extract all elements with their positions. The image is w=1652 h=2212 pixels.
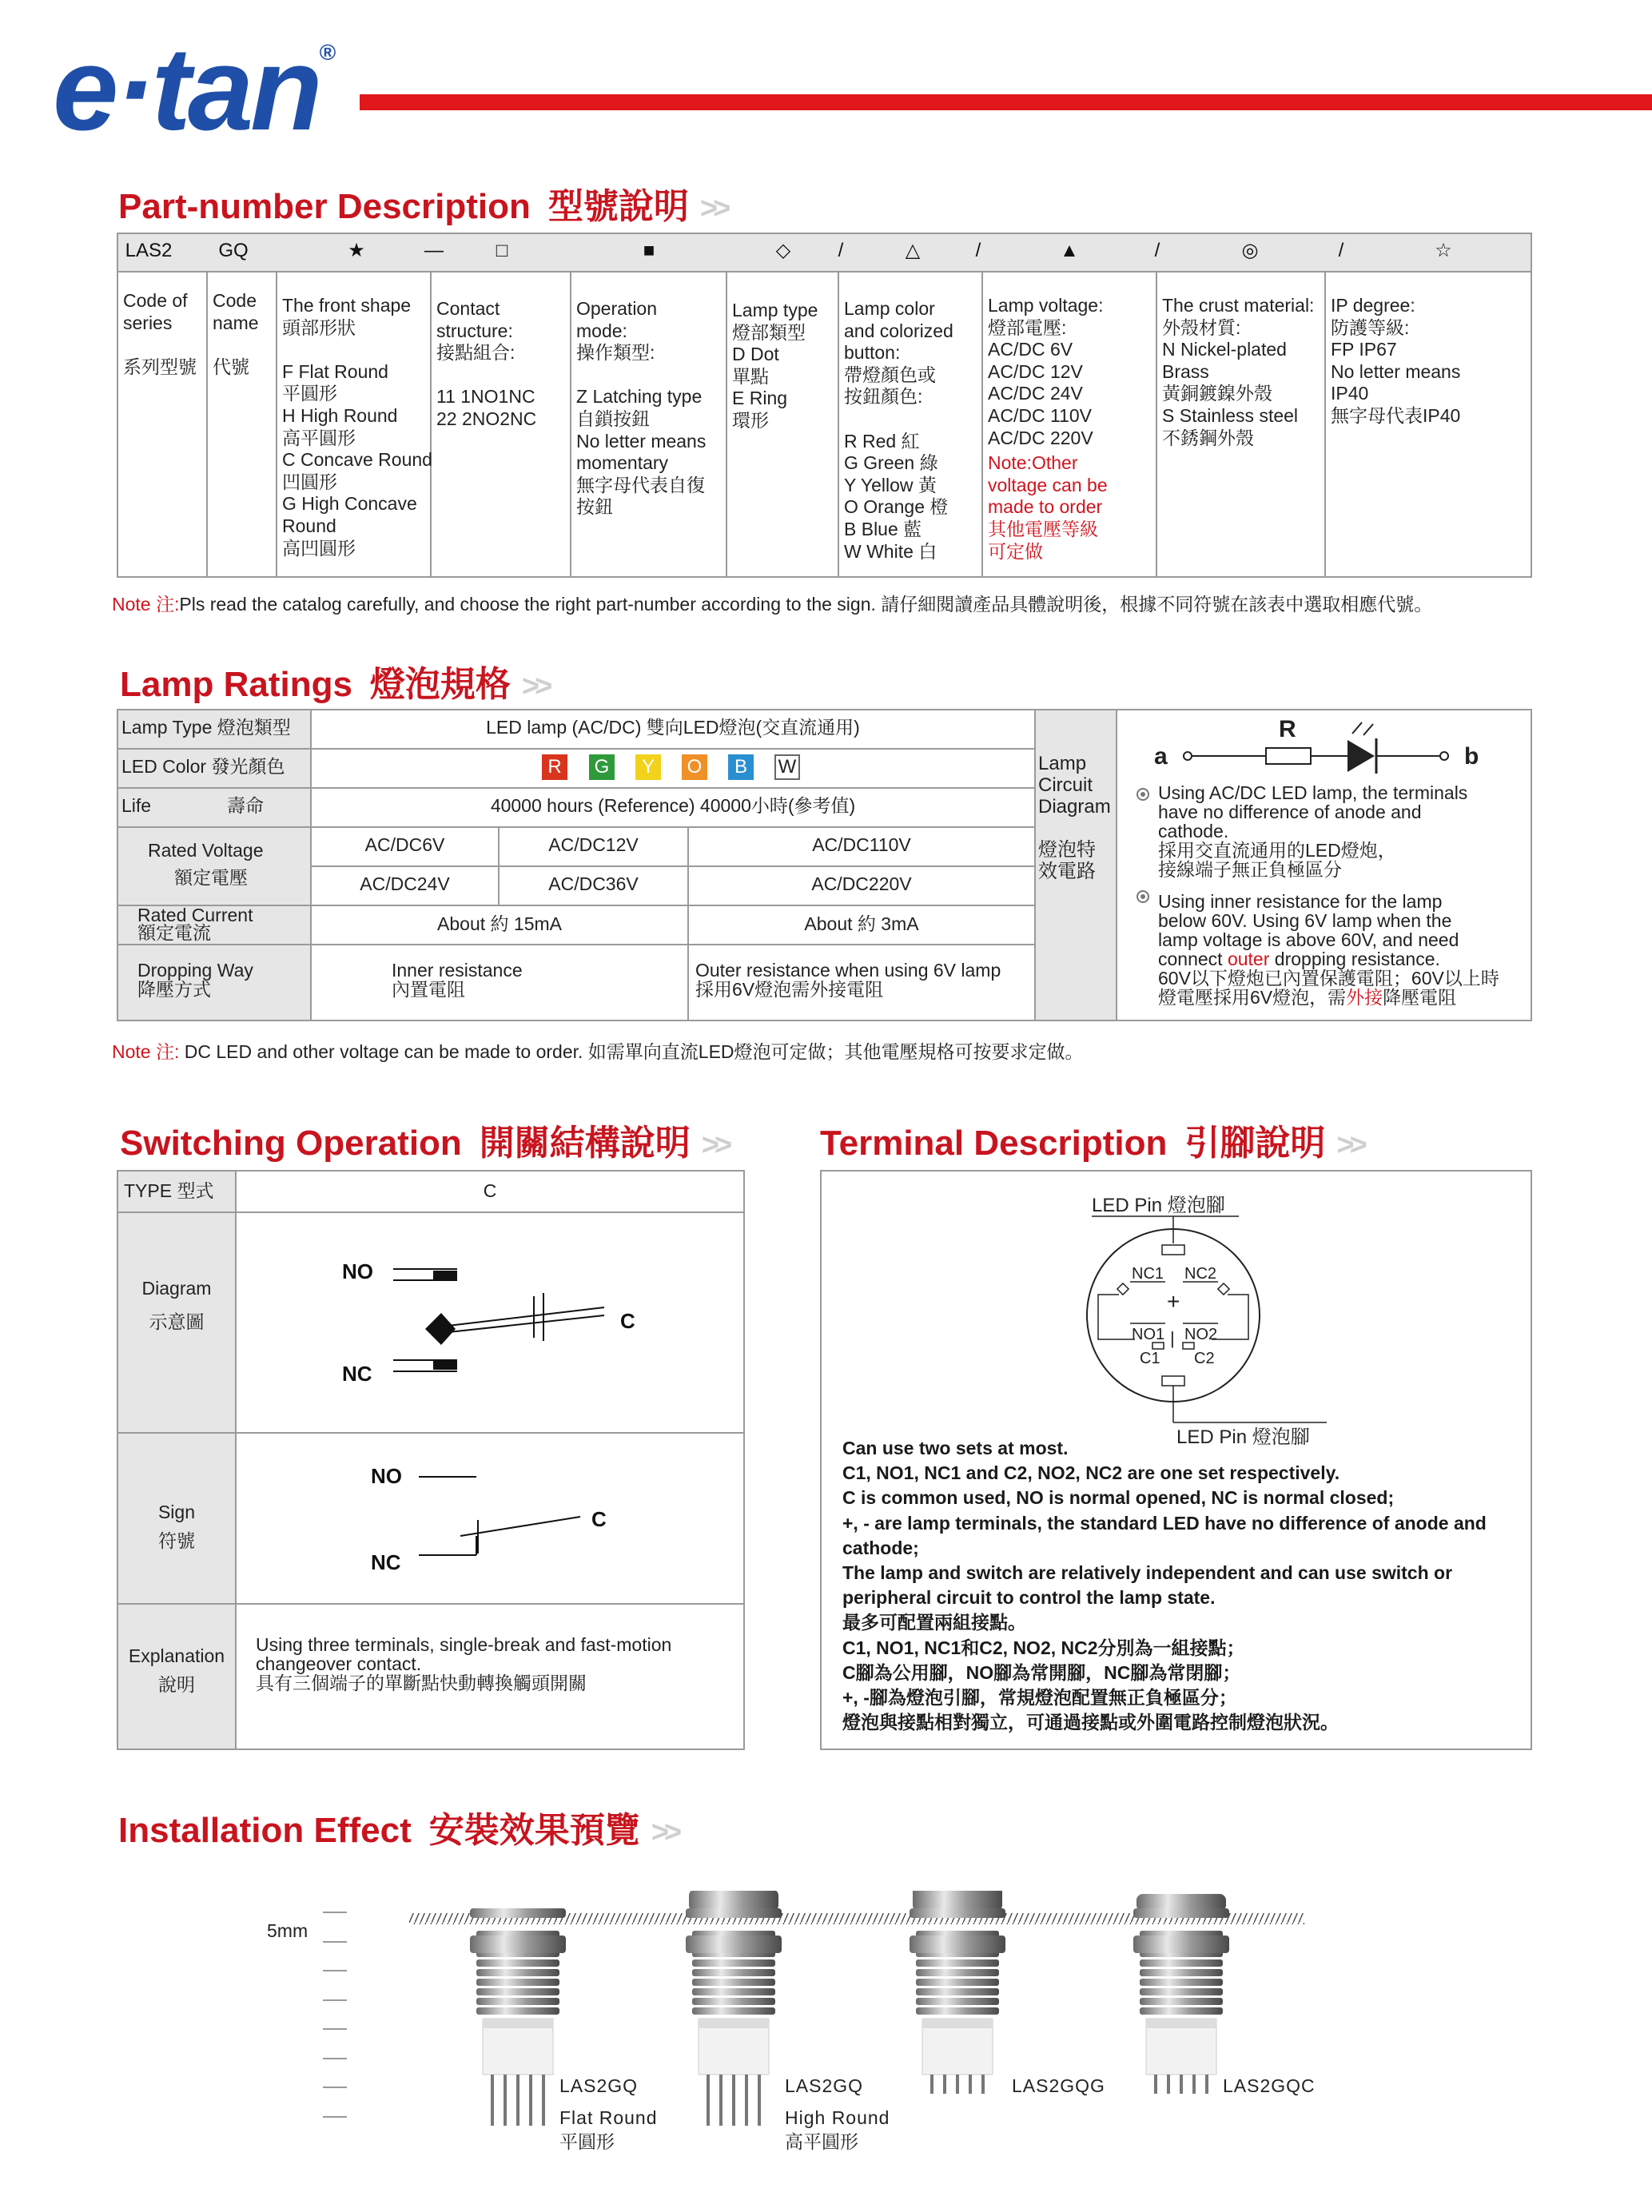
circuit-note-line: Using AC/DC LED lamp, the terminals <box>1158 782 1468 803</box>
terminal-text-line: C is common used, NO is normal opened, NC is normal closed; <box>842 1487 1395 1509</box>
installation-model-label: LAS2GQ <box>785 2075 864 2096</box>
terminal-text-line: cathode; <box>842 1537 919 1558</box>
sign-label: Sign <box>157 1502 196 1522</box>
circuit-note-line: Using inner resistance for the lamp <box>1158 891 1443 912</box>
pn-header-code: ★ <box>348 240 365 261</box>
pn-header-code: / <box>975 240 981 261</box>
circuit-note-line: have no difference of anode and <box>1158 802 1422 822</box>
circuit-label-line: 效電路 <box>1038 861 1096 882</box>
pn-col-line: The crust material: <box>1162 295 1315 316</box>
switch-diagram <box>237 1213 743 1430</box>
installed-button-illustration <box>662 1891 806 2154</box>
voltage-6v: AC/DC6V <box>364 834 445 855</box>
pn-col-line: 按鈕顏色: <box>844 386 923 408</box>
type-value: C <box>483 1180 497 1201</box>
pn-col-line: and colorized <box>844 320 953 341</box>
pn-col-line: Lamp voltage: <box>988 295 1104 316</box>
installation-shape-label: Flat Round <box>559 2107 658 2128</box>
pn-col-line: 黃銅鍍鎳外殼 <box>1162 383 1272 404</box>
voltage-24v: AC/DC24V <box>360 873 450 894</box>
sign-no-label: NO <box>371 1464 402 1488</box>
sign-c-label: C <box>591 1507 607 1531</box>
installation-model-label: LAS2GQC <box>1223 2075 1316 2096</box>
pn-col-line: Lamp type <box>732 300 818 320</box>
circuit-resistor-label: R <box>1279 716 1296 742</box>
pin-c2: C2 <box>1194 1350 1215 1367</box>
pn-col-line: S Stainless steel <box>1162 405 1299 426</box>
pn-col-line: mode: <box>576 320 627 341</box>
led-color-swatch: G <box>589 754 615 780</box>
switch-contact-symbol <box>425 1313 456 1345</box>
lamp-circuit-notes: Using AC/DC LED lamp, the terminals have no difference of anode and cathode. 採用交直流通用的LED燈炮， 接線端子無正負極區分 Using inner resistance for the lamp below 60V. Using 6V lamp when the lamp voltage is above 60V, and need connect outer dropping resistance. 60V以下燈炮已內置保護電阻；60V以上時 燈電壓採用6V燈泡，需外接降壓電阻 <box>1135 783 1527 1015</box>
diagram-no-label: NO <box>342 1259 373 1283</box>
installation-shape-label: High Round <box>785 2107 890 2128</box>
pn-col-line: Lamp color <box>844 298 935 319</box>
lamp-ratings-note: Note 注: DC LED and other voltage can be made to order. 如需單向直流LED燈泡可定做；其他電壓規格可按要求定做。 <box>112 1041 1084 1062</box>
switch-sign-symbol <box>237 1434 743 1601</box>
pn-header-code: / <box>1154 240 1160 261</box>
pn-header-code: ■ <box>643 240 655 261</box>
scale-label: 5mm <box>267 1920 309 1941</box>
led-color-swatch: O <box>682 754 707 780</box>
installation-shape-label-cn: 高平圓形 <box>785 2131 858 2152</box>
section-title-installation: Installation Effect 安裝效果預覽 >> <box>118 1810 678 1851</box>
terminal-pin-diagram <box>1039 1183 1375 1446</box>
section-title-switching: Switching Operation 開關結構說明 >> <box>120 1123 728 1164</box>
voltage-36v: AC/DC36V <box>548 873 639 894</box>
diagram-c-label: C <box>620 1309 635 1333</box>
pn-col-line: Code <box>213 290 257 311</box>
pn-col-line: 環形 <box>732 410 769 431</box>
pn-col-line: AC/DC 220V <box>988 427 1093 448</box>
sign-nc-label: NC <box>371 1550 401 1574</box>
pn-col-line: 燈部電壓: <box>988 316 1067 338</box>
pn-col-line: 22 2NO2NC <box>436 408 537 429</box>
led-color-swatch: R <box>542 754 567 780</box>
current-low: About 約 15mA <box>437 913 562 934</box>
pn-col-line: 無字母代表自復 <box>576 474 705 495</box>
etan-logo: e·tan® <box>53 23 333 155</box>
terminal-text-line: +, -腳為燈泡引腳，常規燈泡配置無正負極區分； <box>842 1687 1237 1708</box>
explanation-line-3: 具有三個端子的單斷點快動轉換觸頭開關 <box>256 1673 587 1693</box>
pn-col-line: 凹圓形 <box>282 471 337 492</box>
led-color-swatch: B <box>728 754 754 780</box>
pn-col-line: 系列型號 <box>123 356 197 377</box>
current-high: About 約 3mA <box>804 913 919 934</box>
installation-model-label: LAS2GQ <box>559 2075 639 2096</box>
pn-col-line: G Green 綠 <box>844 452 938 474</box>
pn-col-line: AC/DC 110V <box>988 405 1092 426</box>
pn-col-line: O Orange 橙 <box>844 496 949 518</box>
pn-col-line: B Blue 藍 <box>844 519 922 539</box>
pn-col-line: button: <box>844 342 901 364</box>
pn-col-line: H High Round <box>282 405 398 426</box>
circuit-note-line: 採用交直流通用的LED燈炮， <box>1158 840 1396 861</box>
pn-header-code: LAS2 <box>125 240 173 261</box>
pn-col-line: C Concave Round <box>282 449 432 471</box>
explanation-line-2: changeover contact. <box>256 1653 422 1674</box>
pn-col-line: 頭部形狀 <box>282 316 356 338</box>
circuit-note-line: below 60V. Using 6V lamp when the <box>1158 910 1452 931</box>
explanation-label: Explanation <box>128 1645 225 1666</box>
pn-col-line: 自鎖按鈕 <box>576 408 650 429</box>
pn-col-line: Code of <box>123 290 188 311</box>
pn-col-line: 代號 <box>213 356 249 377</box>
terminal-text-line: C腳為公用腳，NO腳為常開腳，NC腳為常閉腳； <box>842 1661 1241 1683</box>
type-label: TYPE 型式 <box>124 1180 214 1201</box>
pn-col-line: 無字母代表IP40 <box>1331 405 1461 426</box>
voltage-220v: AC/DC220V <box>811 873 912 894</box>
diagram-label: Diagram <box>141 1278 212 1299</box>
led-diode-symbol <box>1347 740 1375 772</box>
pin-c1: C1 <box>1140 1350 1160 1367</box>
pn-header-code: / <box>838 240 844 261</box>
circuit-label-line: Diagram <box>1038 796 1111 818</box>
life-label-cn: 壽命 <box>227 795 264 816</box>
circuit-note-line: lamp voltage is above 60V, and need <box>1158 929 1459 950</box>
life-value: 40000 hours (Reference) 40000小時(參考值) <box>490 795 856 816</box>
pn-col-line: momentary <box>576 452 669 474</box>
pn-col-line: 操作類型: <box>576 342 655 364</box>
pn-col-line: AC/DC 12V <box>988 360 1083 382</box>
circuit-note-line: cathode. <box>1158 821 1229 841</box>
pn-col-line: W White 白 <box>844 540 937 562</box>
lamp-type-value: LED lamp (AC/DC) 雙向LED燈泡(交直流通用) <box>486 717 860 738</box>
explanation-label-cn: 說明 <box>158 1674 195 1695</box>
dropping-label: Dropping Way <box>137 960 253 981</box>
pn-col-line: IP40 <box>1331 383 1369 404</box>
installed-button-illustration <box>1109 1891 1253 2154</box>
lamp-type-label: Lamp Type 燈泡類型 <box>121 717 291 738</box>
led-pin-top-label: LED Pin 燈泡腳 <box>1092 1195 1225 1216</box>
pn-col-note-line: 其他電壓等級 <box>988 519 1098 539</box>
sign-label-cn: 符號 <box>158 1530 195 1551</box>
circuit-terminal-a: a <box>1154 743 1168 770</box>
pn-col-line: Operation <box>576 298 658 319</box>
pn-col-note-line: made to order <box>988 496 1103 518</box>
rated-voltage-label: Rated Voltage <box>148 840 264 861</box>
pn-col-line: 高凹圓形 <box>282 537 356 559</box>
bullet-icon <box>1135 889 1151 905</box>
terminal-text-line: 最多可配置兩組接點。 <box>842 1612 1026 1633</box>
terminal-text-line: C1, NO1, NC1和C2, NO2, NC2分別為一組接點； <box>842 1637 1245 1658</box>
pn-col-line: R Red 紅 <box>844 430 920 452</box>
pn-header-code: — <box>424 240 444 261</box>
pn-col-note-line: Note:Other <box>988 452 1078 474</box>
pn-header-code: / <box>1338 240 1344 261</box>
pn-header-code: □ <box>496 240 508 261</box>
pn-header-code: ▲ <box>1060 240 1079 261</box>
pn-col-line: 接點組合: <box>436 342 516 364</box>
pn-col-line: No letter means <box>1331 360 1461 382</box>
voltage-110v: AC/DC110V <box>812 834 911 855</box>
dropping-label-cn: 降壓方式 <box>137 979 211 1000</box>
pn-col-line: IP degree: <box>1331 295 1415 316</box>
pn-col-line: 外殼材質: <box>1162 316 1241 338</box>
terminal-text-line: peripheral circuit to control the lamp state. <box>842 1587 1216 1609</box>
pin-minus: | <box>1170 1328 1175 1348</box>
pin-no2: NO2 <box>1184 1326 1218 1343</box>
led-pin-bottom-label: LED Pin 燈泡腳 <box>1176 1426 1310 1446</box>
section-title-lamp-ratings: Lamp Ratings 燈泡規格 >> <box>120 664 548 705</box>
pn-col-line: Z Latching type <box>576 386 703 408</box>
pn-col-line: 按鈕 <box>576 496 613 518</box>
pn-col-line: 燈部類型 <box>732 321 806 343</box>
pn-col-line: G High Concave <box>282 493 417 515</box>
pn-col-line: The front shape <box>282 295 412 316</box>
section-title-part-number: Part-number Description 型號說明 >> <box>118 186 726 227</box>
pn-col-line: N Nickel-plated <box>1162 339 1287 360</box>
pin-nc2: NC2 <box>1184 1265 1217 1283</box>
circuit-note-line: 接線端子無正負極區分 <box>1158 859 1342 880</box>
pin-nc1: NC1 <box>1132 1265 1164 1283</box>
bullet-icon <box>1135 786 1151 802</box>
inner-resistance-cn: 內置電阻 <box>392 979 465 1000</box>
pn-col-line: 11 1NO1NC <box>436 386 535 408</box>
terminal-text-line: +, - are lamp terminals, the standard LED have no difference of anode and <box>842 1512 1487 1534</box>
part-number-note: Note 注:Pls read the catalog carefully, and choose the right part-number according to the sign. 請仔細閱讀產品具體說明後，根據不同符號在該表中選取相應代號。 <box>112 594 1433 615</box>
pn-col-line: Brass <box>1162 360 1209 382</box>
pn-col-line: E Ring <box>732 388 788 409</box>
pn-header-code: ☆ <box>1435 240 1452 261</box>
pin-no1: NO1 <box>1132 1326 1165 1343</box>
installation-model-label: LAS2GQG <box>1012 2075 1105 2096</box>
led-color-swatch: W <box>774 754 800 780</box>
terminal-text-line: Can use two sets at most. <box>842 1438 1069 1458</box>
pn-col-line: No letter means <box>576 430 707 452</box>
pn-col-line: 帶燈顏色或 <box>844 364 936 385</box>
pn-col-line: 高平圓形 <box>282 427 356 448</box>
installation-shape-label-cn: 平圓形 <box>559 2131 615 2152</box>
explanation-line-1: Using three terminals, single-break and fast-motion <box>256 1634 672 1655</box>
rated-current-label: Rated Current <box>137 905 253 925</box>
installed-button-illustration <box>886 1891 1029 2154</box>
pn-col-line: series <box>123 312 173 333</box>
rated-current-label-cn: 額定電流 <box>137 922 211 943</box>
pn-col-line: structure: <box>436 320 513 341</box>
diagram-nc-label: NC <box>342 1362 372 1386</box>
pn-col-line: D Dot <box>732 344 779 365</box>
pn-col-line: name <box>213 312 259 333</box>
circuit-label-line: Lamp <box>1038 753 1087 774</box>
pn-col-line: Y Yellow 黃 <box>844 474 937 495</box>
lamp-circuit-diagram <box>1143 710 1527 790</box>
pn-col-line: F Flat Round <box>282 360 388 382</box>
pn-col-line: Contact <box>436 298 500 319</box>
terminal-text-line: 燈泡與接點相對獨立，可通過接點或外圍電路控制燈泡狀況。 <box>842 1712 1339 1733</box>
pn-col-line: 不銹鋼外殼 <box>1162 427 1254 448</box>
led-color-label: LED Color 發光顏色 <box>121 756 285 777</box>
terminal-text-line: C1, NO1, NC1 and C2, NO2, NC2 are one set respectively. <box>842 1462 1340 1484</box>
pn-header-code: ◇ <box>775 240 791 261</box>
pn-header-code: GQ <box>218 240 249 261</box>
pn-col-line: AC/DC 6V <box>988 339 1073 360</box>
pn-col-line: 防護等級: <box>1331 316 1410 338</box>
pn-col-line: AC/DC 24V <box>988 383 1083 404</box>
circuit-label-line: Circuit <box>1038 774 1093 796</box>
outer-resistance-cn: 採用6V燈泡需外接電阻 <box>695 979 884 1000</box>
terminal-text-line: The lamp and switch are relatively independent and can use switch or <box>842 1562 1453 1583</box>
resistor-symbol <box>1266 748 1311 764</box>
pn-col-line: FP IP67 <box>1331 339 1397 360</box>
pn-col-line: 單點 <box>732 365 769 387</box>
led-color-swatch: Y <box>635 754 661 780</box>
voltage-12v: AC/DC12V <box>548 834 639 855</box>
pn-header-code: ◎ <box>1241 240 1259 261</box>
pn-col-note-line: voltage can be <box>988 474 1108 495</box>
diagram-label-cn: 示意圖 <box>149 1311 205 1332</box>
section-title-terminal: Terminal Description 引腳說明 >> <box>820 1123 1363 1164</box>
header-red-bar <box>360 94 1652 110</box>
rated-voltage-label-cn: 額定電壓 <box>174 867 248 888</box>
pn-header-code: △ <box>905 240 921 261</box>
pn-col-line: 平圓形 <box>282 383 337 404</box>
pn-col-note-line: 可定做 <box>988 540 1043 562</box>
circuit-label-line: 燈泡特 <box>1038 839 1096 861</box>
inner-resistance: Inner resistance <box>392 960 523 981</box>
circuit-terminal-b: b <box>1464 743 1479 770</box>
pin-plus: + <box>1167 1289 1180 1314</box>
outer-resistance: Outer resistance when using 6V lamp <box>695 960 1001 981</box>
pn-col-line: Round <box>282 515 336 536</box>
life-label: Life <box>121 795 152 816</box>
